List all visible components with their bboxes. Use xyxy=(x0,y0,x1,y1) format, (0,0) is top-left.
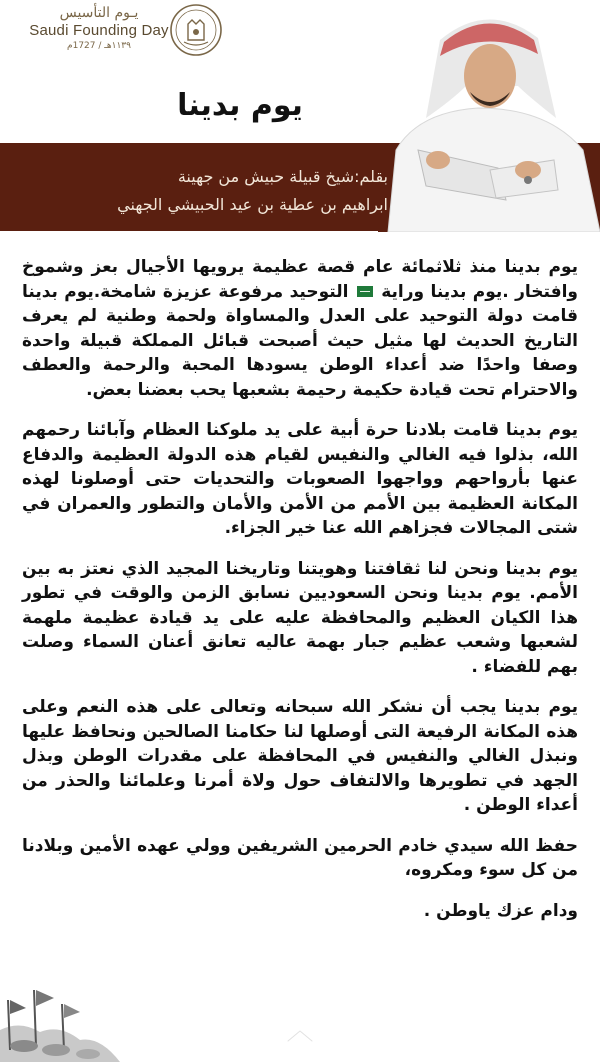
logo-english-text: Saudi Founding Day xyxy=(29,22,169,39)
riders-illustration xyxy=(0,960,120,1062)
page-title: يوم بدينا xyxy=(177,88,303,123)
article-paragraph-5: حفظ الله سيدي خادم الحرمين الشريفين وولي عهده الأمين وبلادنا من كل سوء ومكروه، xyxy=(22,835,578,880)
paragraph-1-part-1: يوم بدينا منذ ثلاثمائة عام قصة عظيمة يرويها الأجيال بعز وشموخ وافتخار .يوم بدينا وراية xyxy=(22,257,578,302)
article-paragraph-2: يوم بدينا قامت بلادنا حرة أبية على يد ملوكنا العظام وآبائنا رحمهم الله، بذلوا فيه الغالي والنفيس لقيام هذه الدولة العظيمة والدفاع عنها بأرواحهم وواجهوا الصعوبات والتحديات حتى أوصلونا لهذه المكانة العظيمة بين الأمم من الأمن والأمان والتطور والعمران في شتى المجالات فجزاهم الله عنا خير الجزاء. xyxy=(22,420,578,538)
byline-line-1: بقلم:شيخ قبيلة حبيش من جهينة xyxy=(177,167,388,186)
paragraph-1-part-2: التوحيد مرفوعة عزيزة شامخة.يوم بدينا قامت دولة التوحيد على العدل والمساواة ولحمة وطنية لم يعرف التاريخ الحديث لها مثيل حيث أصبحت قبائل المملكة قبيلة واحدة وصفا واحدًا ضد أعداء الوطن يسودها المحبة والرحمة والعطف والاحترام تحت قيادة حكيمة رحيمة بشعبها يحب بعضنا بعض. xyxy=(22,281,578,400)
logo-arabic-text: يـوم التأسيس xyxy=(59,5,139,21)
article-closing: ودام عزك ياوطن . xyxy=(423,900,578,921)
byline-line-2: ابراهيم بن عطية بن عيد الحبيشي الجهني xyxy=(117,195,388,214)
saudi-flag-icon xyxy=(357,286,373,297)
article-body xyxy=(22,255,578,939)
byline xyxy=(8,163,388,219)
article-paragraph-4: يوم بدينا يجب أن نشكر الله سبحانه وتعالى على هذه النعم وعلى هذه المكانة الرفيعة التى أوصلها لنا حكامنا الصالحين ونحافظ عليها ونبذل الغالي والنفيس في المحافظة على مقدرات الوطن وبذل الجهد في تطويرها والالتفاف حول ولاة أمرنا وعلمائنا والحذر من أعداء الوطن . xyxy=(22,697,578,815)
article-paragraph-3: يوم بدينا ونحن لنا ثقافتنا وهويتنا وتاريخنا المجيد الذي نعتز به بين الأمم. يوم بدينا ونحن السعوديين نسابق الزمن والوقت في تطور هذا الكيان العظيم والمحافظة عليه على يد قيادة عظيمة ملهمة لشعبها وشعب عظيم جبار بهمة عاليه تعانق أعنان السماء وصلت بهم للفضاء . xyxy=(22,558,578,677)
author-portrait xyxy=(378,0,600,232)
chevron-up-icon[interactable] xyxy=(284,1026,316,1046)
logo-years-text: ١١٣٩هـ / 1727م xyxy=(67,41,131,51)
founding-day-logo xyxy=(28,4,170,56)
founding-day-emblem-icon xyxy=(168,2,224,58)
article-paragraph-1 xyxy=(22,255,578,402)
